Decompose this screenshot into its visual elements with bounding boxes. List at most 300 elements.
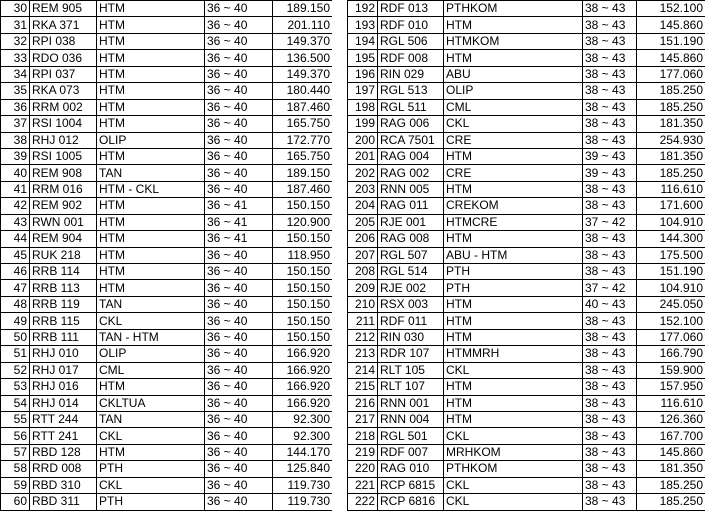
item-code-cell[interactable]: RAG 004 bbox=[378, 148, 444, 164]
item-code-cell[interactable]: RKA 371 bbox=[30, 17, 97, 33]
item-code-cell[interactable]: RJE 002 bbox=[378, 280, 444, 296]
item-type-cell[interactable]: CRE bbox=[444, 165, 583, 181]
size-range-cell[interactable]: 38 ~ 43 bbox=[583, 231, 637, 247]
price-value-cell[interactable]: 187.460 bbox=[273, 99, 333, 115]
row-number-cell[interactable]: 34 bbox=[1, 66, 30, 82]
price-value-cell[interactable]: 166.920 bbox=[273, 346, 333, 362]
price-value-cell[interactable]: 145.860 bbox=[637, 17, 705, 33]
item-type-cell[interactable]: CKL bbox=[444, 428, 583, 444]
size-range-cell[interactable]: 36 ~ 40 bbox=[205, 165, 273, 181]
price-value-cell[interactable]: 104.910 bbox=[637, 214, 705, 230]
item-code-cell[interactable]: RRD 008 bbox=[30, 461, 97, 477]
item-code-cell[interactable]: RDF 010 bbox=[378, 17, 444, 33]
item-type-cell[interactable]: CKL bbox=[97, 313, 205, 329]
row-number-cell[interactable]: 55 bbox=[1, 411, 30, 427]
item-code-cell[interactable]: RIN 030 bbox=[378, 329, 444, 345]
item-type-cell[interactable]: HTM bbox=[444, 329, 583, 345]
item-code-cell[interactable]: RDO 036 bbox=[30, 50, 97, 66]
item-type-cell[interactable]: ABU - HTM bbox=[444, 247, 583, 263]
item-code-cell[interactable]: RPI 038 bbox=[30, 33, 97, 49]
price-value-cell[interactable]: 116.610 bbox=[637, 395, 705, 411]
item-type-cell[interactable]: CKL bbox=[97, 477, 205, 493]
size-range-cell[interactable]: 36 ~ 40 bbox=[205, 1, 273, 17]
size-range-cell[interactable]: 38 ~ 43 bbox=[583, 66, 637, 82]
price-value-cell[interactable]: 157.950 bbox=[637, 379, 705, 395]
row-number-cell[interactable]: 41 bbox=[1, 181, 30, 197]
item-code-cell[interactable]: RGL 506 bbox=[378, 33, 444, 49]
item-type-cell[interactable]: TAN - HTM bbox=[97, 329, 205, 345]
item-code-cell[interactable]: RDF 008 bbox=[378, 50, 444, 66]
item-type-cell[interactable]: HTM bbox=[97, 116, 205, 132]
item-code-cell[interactable]: RTT 244 bbox=[30, 411, 97, 427]
item-code-cell[interactable]: RSI 1005 bbox=[30, 148, 97, 164]
item-type-cell[interactable]: HTM bbox=[97, 264, 205, 280]
row-number-cell[interactable]: 213 bbox=[348, 346, 378, 362]
size-range-cell[interactable]: 38 ~ 43 bbox=[583, 247, 637, 263]
item-type-cell[interactable]: CKL bbox=[97, 428, 205, 444]
size-range-cell[interactable]: 36 ~ 40 bbox=[205, 428, 273, 444]
item-type-cell[interactable]: TAN bbox=[97, 411, 205, 427]
row-number-cell[interactable]: 215 bbox=[348, 379, 378, 395]
price-value-cell[interactable]: 189.150 bbox=[273, 165, 333, 181]
row-number-cell[interactable]: 46 bbox=[1, 264, 30, 280]
size-range-cell[interactable]: 36 ~ 40 bbox=[205, 461, 273, 477]
item-code-cell[interactable]: RDF 007 bbox=[378, 444, 444, 460]
item-code-cell[interactable]: RGL 511 bbox=[378, 99, 444, 115]
item-code-cell[interactable]: RTT 241 bbox=[30, 428, 97, 444]
row-number-cell[interactable]: 198 bbox=[348, 99, 378, 115]
item-type-cell[interactable]: CML bbox=[444, 99, 583, 115]
size-range-cell[interactable]: 36 ~ 40 bbox=[205, 362, 273, 378]
item-type-cell[interactable]: HTM bbox=[444, 379, 583, 395]
row-number-cell[interactable]: 212 bbox=[348, 329, 378, 345]
item-code-cell[interactable]: RBD 311 bbox=[30, 494, 97, 510]
item-type-cell[interactable]: HTM bbox=[97, 379, 205, 395]
item-type-cell[interactable]: HTM bbox=[97, 247, 205, 263]
size-range-cell[interactable]: 36 ~ 40 bbox=[205, 247, 273, 263]
item-code-cell[interactable]: RGL 514 bbox=[378, 264, 444, 280]
price-value-cell[interactable]: 151.190 bbox=[637, 33, 705, 49]
row-number-cell[interactable]: 31 bbox=[1, 17, 30, 33]
item-type-cell[interactable]: HTM bbox=[97, 231, 205, 247]
row-number-cell[interactable]: 209 bbox=[348, 280, 378, 296]
price-value-cell[interactable]: 167.700 bbox=[637, 428, 705, 444]
item-type-cell[interactable]: HTM bbox=[444, 411, 583, 427]
size-range-cell[interactable]: 36 ~ 40 bbox=[205, 313, 273, 329]
row-number-cell[interactable]: 206 bbox=[348, 231, 378, 247]
price-value-cell[interactable]: 118.950 bbox=[273, 247, 333, 263]
item-type-cell[interactable]: PTHKOM bbox=[444, 1, 583, 17]
size-range-cell[interactable]: 38 ~ 43 bbox=[583, 428, 637, 444]
item-type-cell[interactable]: CKL bbox=[444, 116, 583, 132]
size-range-cell[interactable]: 39 ~ 43 bbox=[583, 165, 637, 181]
item-code-cell[interactable]: RRB 113 bbox=[30, 280, 97, 296]
row-number-cell[interactable]: 35 bbox=[1, 83, 30, 99]
size-range-cell[interactable]: 38 ~ 43 bbox=[583, 198, 637, 214]
size-range-cell[interactable]: 38 ~ 43 bbox=[583, 329, 637, 345]
item-code-cell[interactable]: RKA 073 bbox=[30, 83, 97, 99]
price-value-cell[interactable]: 125.840 bbox=[273, 461, 333, 477]
item-type-cell[interactable]: HTM bbox=[97, 50, 205, 66]
item-type-cell[interactable]: HTM bbox=[97, 198, 205, 214]
item-code-cell[interactable]: RAG 008 bbox=[378, 231, 444, 247]
price-value-cell[interactable]: 145.860 bbox=[637, 50, 705, 66]
item-code-cell[interactable]: RWN 001 bbox=[30, 214, 97, 230]
item-code-cell[interactable]: RDR 107 bbox=[378, 346, 444, 362]
size-range-cell[interactable]: 36 ~ 40 bbox=[205, 296, 273, 312]
row-number-cell[interactable]: 36 bbox=[1, 99, 30, 115]
size-range-cell[interactable]: 36 ~ 40 bbox=[205, 395, 273, 411]
price-value-cell[interactable]: 166.920 bbox=[273, 379, 333, 395]
row-number-cell[interactable]: 192 bbox=[348, 1, 378, 17]
price-value-cell[interactable]: 181.350 bbox=[637, 116, 705, 132]
price-value-cell[interactable]: 159.900 bbox=[637, 362, 705, 378]
row-number-cell[interactable]: 37 bbox=[1, 116, 30, 132]
item-code-cell[interactable]: RRB 111 bbox=[30, 329, 97, 345]
row-number-cell[interactable]: 195 bbox=[348, 50, 378, 66]
size-range-cell[interactable]: 38 ~ 43 bbox=[583, 313, 637, 329]
row-number-cell[interactable]: 217 bbox=[348, 411, 378, 427]
size-range-cell[interactable]: 38 ~ 43 bbox=[583, 1, 637, 17]
size-range-cell[interactable]: 36 ~ 41 bbox=[205, 198, 273, 214]
item-code-cell[interactable]: RAG 010 bbox=[378, 461, 444, 477]
item-type-cell[interactable]: TAN bbox=[97, 296, 205, 312]
row-number-cell[interactable]: 200 bbox=[348, 132, 378, 148]
item-type-cell[interactable]: OLIP bbox=[97, 346, 205, 362]
item-type-cell[interactable]: ABU bbox=[444, 66, 583, 82]
row-number-cell[interactable]: 52 bbox=[1, 362, 30, 378]
size-range-cell[interactable]: 38 ~ 43 bbox=[583, 116, 637, 132]
price-value-cell[interactable]: 144.170 bbox=[273, 444, 333, 460]
item-code-cell[interactable]: RAG 002 bbox=[378, 165, 444, 181]
size-range-cell[interactable]: 36 ~ 40 bbox=[205, 17, 273, 33]
row-number-cell[interactable]: 59 bbox=[1, 477, 30, 493]
price-value-cell[interactable]: 149.370 bbox=[273, 66, 333, 82]
item-type-cell[interactable]: HTM bbox=[97, 280, 205, 296]
price-value-cell[interactable]: 116.610 bbox=[637, 181, 705, 197]
price-value-cell[interactable]: 185.250 bbox=[637, 165, 705, 181]
item-code-cell[interactable]: RAG 011 bbox=[378, 198, 444, 214]
row-number-cell[interactable]: 207 bbox=[348, 247, 378, 263]
item-type-cell[interactable]: HTM bbox=[444, 313, 583, 329]
size-range-cell[interactable]: 37 ~ 42 bbox=[583, 280, 637, 296]
size-range-cell[interactable]: 36 ~ 41 bbox=[205, 214, 273, 230]
item-code-cell[interactable]: RHJ 014 bbox=[30, 395, 97, 411]
item-type-cell[interactable]: HTM bbox=[97, 66, 205, 82]
item-type-cell[interactable]: HTMMRH bbox=[444, 346, 583, 362]
row-number-cell[interactable]: 197 bbox=[348, 83, 378, 99]
item-type-cell[interactable]: HTM bbox=[97, 17, 205, 33]
item-code-cell[interactable]: RBD 128 bbox=[30, 444, 97, 460]
item-code-cell[interactable]: REM 908 bbox=[30, 165, 97, 181]
price-value-cell[interactable]: 201.110 bbox=[273, 17, 333, 33]
row-number-cell[interactable]: 211 bbox=[348, 313, 378, 329]
item-code-cell[interactable]: RCA 7501 bbox=[378, 132, 444, 148]
size-range-cell[interactable]: 38 ~ 43 bbox=[583, 33, 637, 49]
size-range-cell[interactable]: 38 ~ 43 bbox=[583, 461, 637, 477]
item-type-cell[interactable]: PTH bbox=[97, 494, 205, 510]
price-value-cell[interactable]: 119.730 bbox=[273, 477, 333, 493]
item-type-cell[interactable]: HTM bbox=[97, 214, 205, 230]
row-number-cell[interactable]: 47 bbox=[1, 280, 30, 296]
price-value-cell[interactable]: 92.300 bbox=[273, 428, 333, 444]
size-range-cell[interactable]: 39 ~ 43 bbox=[583, 148, 637, 164]
price-value-cell[interactable]: 185.250 bbox=[637, 477, 705, 493]
row-number-cell[interactable]: 40 bbox=[1, 165, 30, 181]
row-number-cell[interactable]: 43 bbox=[1, 214, 30, 230]
row-number-cell[interactable]: 204 bbox=[348, 198, 378, 214]
price-value-cell[interactable]: 187.460 bbox=[273, 181, 333, 197]
size-range-cell[interactable]: 38 ~ 43 bbox=[583, 17, 637, 33]
size-range-cell[interactable]: 36 ~ 40 bbox=[205, 379, 273, 395]
size-range-cell[interactable]: 36 ~ 40 bbox=[205, 99, 273, 115]
item-code-cell[interactable]: RCP 6815 bbox=[378, 477, 444, 493]
price-value-cell[interactable]: 126.360 bbox=[637, 411, 705, 427]
price-value-cell[interactable]: 150.150 bbox=[273, 280, 333, 296]
size-range-cell[interactable]: 38 ~ 43 bbox=[583, 395, 637, 411]
row-number-cell[interactable]: 57 bbox=[1, 444, 30, 460]
price-value-cell[interactable]: 150.150 bbox=[273, 198, 333, 214]
size-range-cell[interactable]: 36 ~ 40 bbox=[205, 181, 273, 197]
size-range-cell[interactable]: 36 ~ 40 bbox=[205, 50, 273, 66]
item-type-cell[interactable]: HTM bbox=[444, 17, 583, 33]
size-range-cell[interactable]: 38 ~ 43 bbox=[583, 494, 637, 510]
size-range-cell[interactable]: 38 ~ 43 bbox=[583, 444, 637, 460]
row-number-cell[interactable]: 48 bbox=[1, 296, 30, 312]
item-code-cell[interactable]: RSX 003 bbox=[378, 296, 444, 312]
price-value-cell[interactable]: 185.250 bbox=[637, 494, 705, 510]
item-code-cell[interactable]: RAG 006 bbox=[378, 116, 444, 132]
price-value-cell[interactable]: 150.150 bbox=[273, 231, 333, 247]
size-range-cell[interactable]: 36 ~ 40 bbox=[205, 66, 273, 82]
price-value-cell[interactable]: 180.440 bbox=[273, 83, 333, 99]
row-number-cell[interactable]: 39 bbox=[1, 148, 30, 164]
item-code-cell[interactable]: RHJ 010 bbox=[30, 346, 97, 362]
item-type-cell[interactable]: MRHKOM bbox=[444, 444, 583, 460]
price-value-cell[interactable]: 136.500 bbox=[273, 50, 333, 66]
item-code-cell[interactable]: RHJ 012 bbox=[30, 132, 97, 148]
price-value-cell[interactable]: 150.150 bbox=[273, 296, 333, 312]
item-type-cell[interactable]: OLIP bbox=[97, 132, 205, 148]
size-range-cell[interactable]: 40 ~ 43 bbox=[583, 296, 637, 312]
size-range-cell[interactable]: 37 ~ 42 bbox=[583, 214, 637, 230]
row-number-cell[interactable]: 33 bbox=[1, 50, 30, 66]
row-number-cell[interactable]: 199 bbox=[348, 116, 378, 132]
row-number-cell[interactable]: 205 bbox=[348, 214, 378, 230]
item-code-cell[interactable]: RNN 001 bbox=[378, 395, 444, 411]
item-type-cell[interactable]: CKLTUA bbox=[97, 395, 205, 411]
item-type-cell[interactable]: OLIP bbox=[444, 83, 583, 99]
item-type-cell[interactable]: HTM - CKL bbox=[97, 181, 205, 197]
size-range-cell[interactable]: 36 ~ 40 bbox=[205, 346, 273, 362]
item-type-cell[interactable]: CREKOM bbox=[444, 198, 583, 214]
row-number-cell[interactable]: 218 bbox=[348, 428, 378, 444]
size-range-cell[interactable]: 36 ~ 40 bbox=[205, 148, 273, 164]
item-code-cell[interactable]: RNN 005 bbox=[378, 181, 444, 197]
size-range-cell[interactable]: 36 ~ 40 bbox=[205, 83, 273, 99]
row-number-cell[interactable]: 49 bbox=[1, 313, 30, 329]
row-number-cell[interactable]: 32 bbox=[1, 33, 30, 49]
price-value-cell[interactable]: 189.150 bbox=[273, 1, 333, 17]
row-number-cell[interactable]: 202 bbox=[348, 165, 378, 181]
item-type-cell[interactable]: HTM bbox=[97, 99, 205, 115]
price-value-cell[interactable]: 150.150 bbox=[273, 329, 333, 345]
item-type-cell[interactable]: PTHKOM bbox=[444, 461, 583, 477]
item-code-cell[interactable]: RIN 029 bbox=[378, 66, 444, 82]
price-value-cell[interactable]: 245.050 bbox=[637, 296, 705, 312]
row-number-cell[interactable]: 38 bbox=[1, 132, 30, 148]
row-number-cell[interactable]: 210 bbox=[348, 296, 378, 312]
item-type-cell[interactable]: HTMKOM bbox=[444, 33, 583, 49]
item-type-cell[interactable]: CRE bbox=[444, 132, 583, 148]
row-number-cell[interactable]: 58 bbox=[1, 461, 30, 477]
row-number-cell[interactable]: 201 bbox=[348, 148, 378, 164]
price-value-cell[interactable]: 152.100 bbox=[637, 313, 705, 329]
item-type-cell[interactable]: HTM bbox=[97, 444, 205, 460]
size-range-cell[interactable]: 38 ~ 43 bbox=[583, 264, 637, 280]
price-value-cell[interactable]: 185.250 bbox=[637, 99, 705, 115]
row-number-cell[interactable]: 51 bbox=[1, 346, 30, 362]
row-number-cell[interactable]: 216 bbox=[348, 395, 378, 411]
size-range-cell[interactable]: 38 ~ 43 bbox=[583, 181, 637, 197]
price-value-cell[interactable]: 166.920 bbox=[273, 362, 333, 378]
item-type-cell[interactable]: HTMCRE bbox=[444, 214, 583, 230]
item-type-cell[interactable]: HTM bbox=[97, 148, 205, 164]
size-range-cell[interactable]: 36 ~ 41 bbox=[205, 231, 273, 247]
size-range-cell[interactable]: 38 ~ 43 bbox=[583, 99, 637, 115]
row-number-cell[interactable]: 208 bbox=[348, 264, 378, 280]
item-type-cell[interactable]: HTM bbox=[444, 148, 583, 164]
row-number-cell[interactable]: 50 bbox=[1, 329, 30, 345]
price-value-cell[interactable]: 185.250 bbox=[637, 83, 705, 99]
item-type-cell[interactable]: CKL bbox=[444, 362, 583, 378]
price-value-cell[interactable]: 175.500 bbox=[637, 247, 705, 263]
item-type-cell[interactable]: CKL bbox=[444, 494, 583, 510]
item-code-cell[interactable]: RSI 1004 bbox=[30, 116, 97, 132]
row-number-cell[interactable]: 44 bbox=[1, 231, 30, 247]
row-number-cell[interactable]: 60 bbox=[1, 494, 30, 510]
size-range-cell[interactable]: 36 ~ 40 bbox=[205, 477, 273, 493]
item-code-cell[interactable]: RGL 513 bbox=[378, 83, 444, 99]
item-code-cell[interactable]: RLT 105 bbox=[378, 362, 444, 378]
size-range-cell[interactable]: 36 ~ 40 bbox=[205, 116, 273, 132]
size-range-cell[interactable]: 38 ~ 43 bbox=[583, 379, 637, 395]
item-type-cell[interactable]: HTM bbox=[97, 1, 205, 17]
item-type-cell[interactable]: PTH bbox=[444, 280, 583, 296]
price-value-cell[interactable]: 166.790 bbox=[637, 346, 705, 362]
size-range-cell[interactable]: 36 ~ 40 bbox=[205, 494, 273, 510]
item-code-cell[interactable]: RHJ 017 bbox=[30, 362, 97, 378]
price-value-cell[interactable]: 120.900 bbox=[273, 214, 333, 230]
price-value-cell[interactable]: 181.350 bbox=[637, 148, 705, 164]
price-value-cell[interactable]: 152.100 bbox=[637, 1, 705, 17]
size-range-cell[interactable]: 38 ~ 43 bbox=[583, 132, 637, 148]
row-number-cell[interactable]: 54 bbox=[1, 395, 30, 411]
price-value-cell[interactable]: 104.910 bbox=[637, 280, 705, 296]
item-code-cell[interactable]: REM 902 bbox=[30, 198, 97, 214]
item-code-cell[interactable]: RDF 013 bbox=[378, 1, 444, 17]
row-number-cell[interactable]: 56 bbox=[1, 428, 30, 444]
size-range-cell[interactable]: 36 ~ 40 bbox=[205, 132, 273, 148]
row-number-cell[interactable]: 203 bbox=[348, 181, 378, 197]
item-type-cell[interactable]: CKL bbox=[444, 477, 583, 493]
price-value-cell[interactable]: 166.920 bbox=[273, 395, 333, 411]
row-number-cell[interactable]: 219 bbox=[348, 444, 378, 460]
item-type-cell[interactable]: HTM bbox=[97, 83, 205, 99]
price-value-cell[interactable]: 145.860 bbox=[637, 444, 705, 460]
price-value-cell[interactable]: 149.370 bbox=[273, 33, 333, 49]
size-range-cell[interactable]: 38 ~ 43 bbox=[583, 411, 637, 427]
row-number-cell[interactable]: 214 bbox=[348, 362, 378, 378]
row-number-cell[interactable]: 222 bbox=[348, 494, 378, 510]
size-range-cell[interactable]: 38 ~ 43 bbox=[583, 50, 637, 66]
row-number-cell[interactable]: 220 bbox=[348, 461, 378, 477]
item-code-cell[interactable]: RGL 501 bbox=[378, 428, 444, 444]
price-value-cell[interactable]: 150.150 bbox=[273, 313, 333, 329]
item-type-cell[interactable]: HTM bbox=[444, 296, 583, 312]
item-code-cell[interactable]: RNN 004 bbox=[378, 411, 444, 427]
item-code-cell[interactable]: RGL 507 bbox=[378, 247, 444, 263]
price-value-cell[interactable]: 177.060 bbox=[637, 329, 705, 345]
price-value-cell[interactable]: 171.600 bbox=[637, 198, 705, 214]
row-number-cell[interactable]: 193 bbox=[348, 17, 378, 33]
size-range-cell[interactable]: 36 ~ 40 bbox=[205, 33, 273, 49]
size-range-cell[interactable]: 38 ~ 43 bbox=[583, 477, 637, 493]
row-number-cell[interactable]: 45 bbox=[1, 247, 30, 263]
item-code-cell[interactable]: RRB 115 bbox=[30, 313, 97, 329]
price-value-cell[interactable]: 92.300 bbox=[273, 411, 333, 427]
size-range-cell[interactable]: 36 ~ 40 bbox=[205, 280, 273, 296]
row-number-cell[interactable]: 194 bbox=[348, 33, 378, 49]
item-type-cell[interactable]: PTH bbox=[444, 264, 583, 280]
item-code-cell[interactable]: RRB 114 bbox=[30, 264, 97, 280]
item-code-cell[interactable]: RJE 001 bbox=[378, 214, 444, 230]
item-code-cell[interactable]: RBD 310 bbox=[30, 477, 97, 493]
price-value-cell[interactable]: 119.730 bbox=[273, 494, 333, 510]
price-value-cell[interactable]: 150.150 bbox=[273, 264, 333, 280]
item-type-cell[interactable]: HTM bbox=[444, 50, 583, 66]
item-code-cell[interactable]: RCP 6816 bbox=[378, 494, 444, 510]
size-range-cell[interactable]: 38 ~ 43 bbox=[583, 362, 637, 378]
size-range-cell[interactable]: 36 ~ 40 bbox=[205, 329, 273, 345]
size-range-cell[interactable]: 38 ~ 43 bbox=[583, 346, 637, 362]
item-code-cell[interactable]: REM 905 bbox=[30, 1, 97, 17]
row-number-cell[interactable]: 42 bbox=[1, 198, 30, 214]
price-value-cell[interactable]: 151.190 bbox=[637, 264, 705, 280]
item-type-cell[interactable]: HTM bbox=[444, 231, 583, 247]
price-value-cell[interactable]: 172.770 bbox=[273, 132, 333, 148]
price-value-cell[interactable]: 177.060 bbox=[637, 66, 705, 82]
row-number-cell[interactable]: 53 bbox=[1, 379, 30, 395]
size-range-cell[interactable]: 38 ~ 43 bbox=[583, 83, 637, 99]
item-type-cell[interactable]: TAN bbox=[97, 165, 205, 181]
item-type-cell[interactable]: HTM bbox=[444, 395, 583, 411]
item-type-cell[interactable]: PTH bbox=[97, 461, 205, 477]
item-code-cell[interactable]: RLT 107 bbox=[378, 379, 444, 395]
item-code-cell[interactable]: RUK 218 bbox=[30, 247, 97, 263]
price-value-cell[interactable]: 144.300 bbox=[637, 231, 705, 247]
price-value-cell[interactable]: 181.350 bbox=[637, 461, 705, 477]
item-code-cell[interactable]: RPI 037 bbox=[30, 66, 97, 82]
item-code-cell[interactable]: RHJ 016 bbox=[30, 379, 97, 395]
item-code-cell[interactable]: REM 904 bbox=[30, 231, 97, 247]
row-number-cell[interactable]: 196 bbox=[348, 66, 378, 82]
item-code-cell[interactable]: RRM 016 bbox=[30, 181, 97, 197]
row-number-cell[interactable]: 221 bbox=[348, 477, 378, 493]
item-code-cell[interactable]: RDF 011 bbox=[378, 313, 444, 329]
item-code-cell[interactable]: RRM 002 bbox=[30, 99, 97, 115]
size-range-cell[interactable]: 36 ~ 40 bbox=[205, 444, 273, 460]
